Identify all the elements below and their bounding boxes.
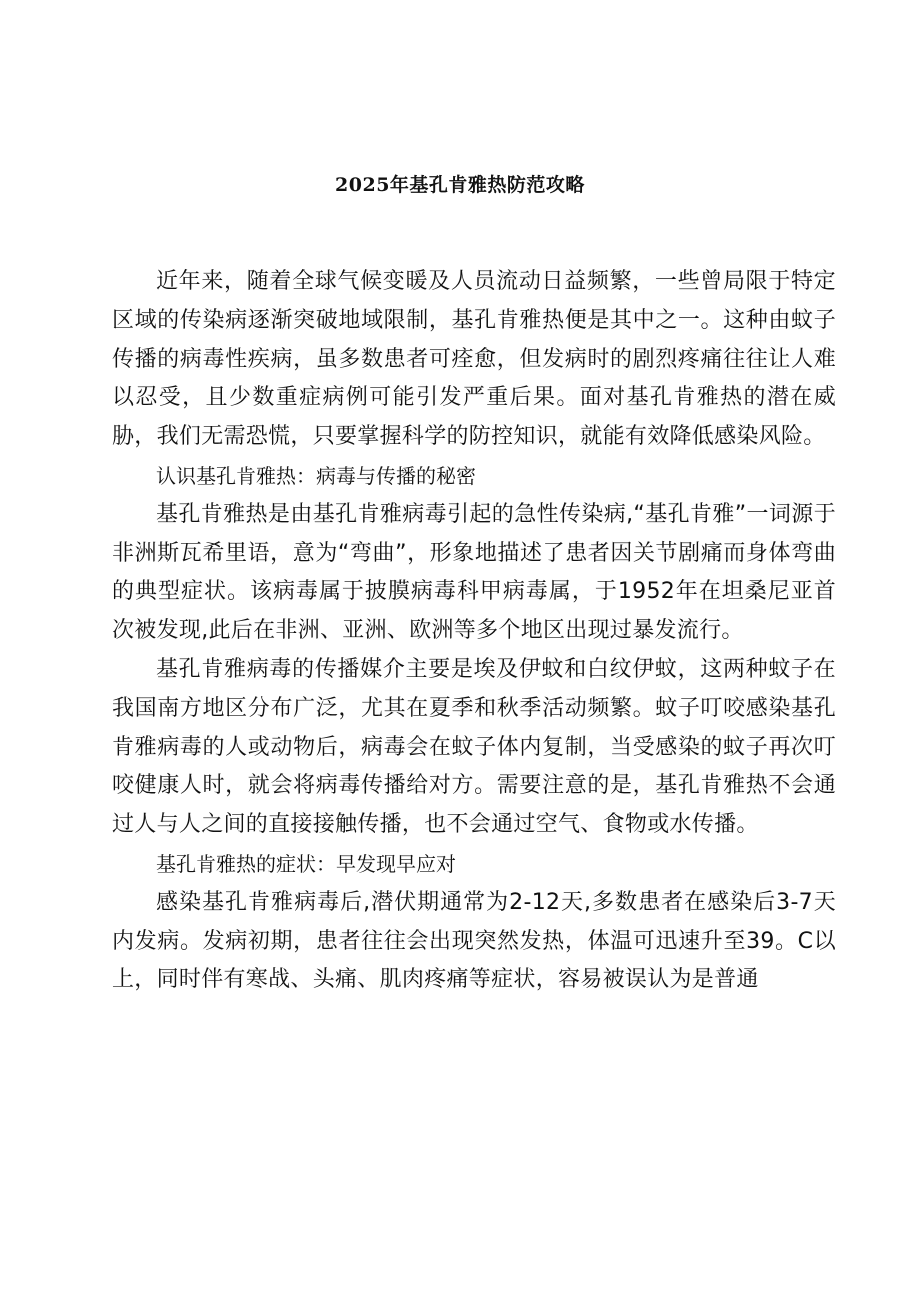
document-body	[112, 263, 836, 1000]
document-title: 2025年基孔肯雅热防范攻略	[335, 174, 585, 196]
section-heading-symptoms: 基孔肯雅热的症状：早发现早应对	[156, 851, 456, 876]
section-heading-about: 认识基孔肯雅热：病毒与传播的秘密	[156, 463, 476, 488]
paragraph-symptoms: 感染基孔肯雅病毒后,潜伏期通常为2-12天,多数患者在感染后3-7天内发病。发病初期，患者往往会出现突然发热，体温可迅速升至39。C以上，同时伴有寒战、头痛、肌肉疼痛等症状，容易被误认为是普通	[112, 889, 836, 993]
paragraph-transmission: 基孔肯雅病毒的传播媒介主要是埃及伊蚊和白纹伊蚊，这两种蚊子在我国南方地区分布广泛，尤其在夏季和秋季活动频繁。蚊子叮咬感染基孔肯雅病毒的人或动物后，病毒会在蚊子体内复制，当受感染的蚊子再次叮咬健康人时，就会将病毒传播给对方。需要注意的是，基孔肯雅热不会通过人与人之间的直接接触传播，也不会通过空气、食物或水传播。	[112, 656, 836, 838]
paragraph-intro: 近年来，随着全球气候变暖及人员流动日益频繁，一些曾局限于特定区域的传染病逐渐突破地域限制，基孔肯雅热便是其中之一。这种由蚊子传播的病毒性疾病，虽多数患者可痊愈，但发病时的剧烈疼痛往往让人难以忍受，且少数重症病例可能引发严重后果。面对基孔肯雅热的潜在威胁，我们无需恐慌，只要掌握科学的防控知识，就能有效降低感染风险。	[112, 269, 836, 450]
paragraph-origin: 基孔肯雅热是由基孔肯雅病毒引起的急性传染病,“基孔肯雅”一词源于非洲斯瓦希里语，意为“弯曲”，形象地描述了患者因关节剧痛而身体弯曲的典型症状。该病毒属于披膜病毒科甲病毒属，于1952年在坦桑尼亚首次被发现,此后在非洲、亚洲、欧洲等多个地区出现过暴发流行。	[112, 501, 836, 644]
